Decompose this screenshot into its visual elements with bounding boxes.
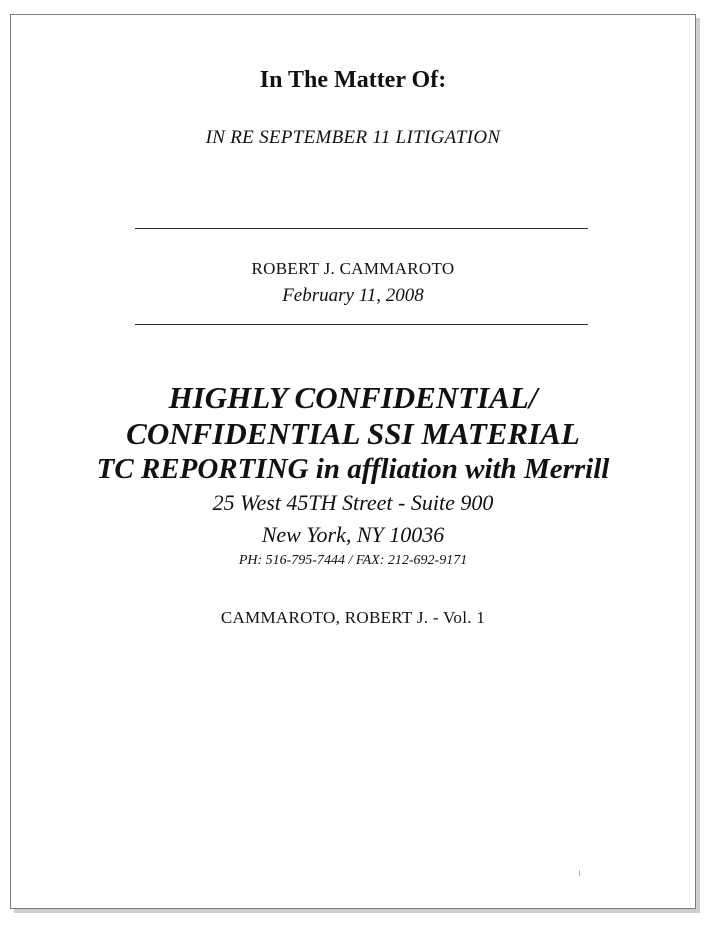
witness-name: ROBERT J. CAMMAROTO <box>251 259 455 278</box>
matter-heading: In The Matter Of: <box>259 67 447 93</box>
confidential-line-1: HIGHLY CONFIDENTIAL/ <box>168 380 538 415</box>
reporter-line: TC REPORTING in affliation with Merrill <box>96 453 610 485</box>
phone-fax-line: PH: 516-795-7444 / FAX: 212-692-9171 <box>238 553 468 568</box>
bottom-divider <box>135 324 588 325</box>
confidential-line-2: CONFIDENTIAL SSI MATERIAL <box>126 416 580 451</box>
document-page <box>10 14 696 909</box>
address-line-1: 25 West 45TH Street - Suite 900 <box>212 490 494 515</box>
top-divider <box>135 228 588 229</box>
scan-speck <box>579 870 580 876</box>
volume-label: CAMMAROTO, ROBERT J. - Vol. 1 <box>220 608 486 627</box>
address-line-2: New York, NY 10036 <box>261 522 445 547</box>
deposition-date: February 11, 2008 <box>282 285 424 306</box>
case-caption: IN RE SEPTEMBER 11 LITIGATION <box>205 127 501 148</box>
